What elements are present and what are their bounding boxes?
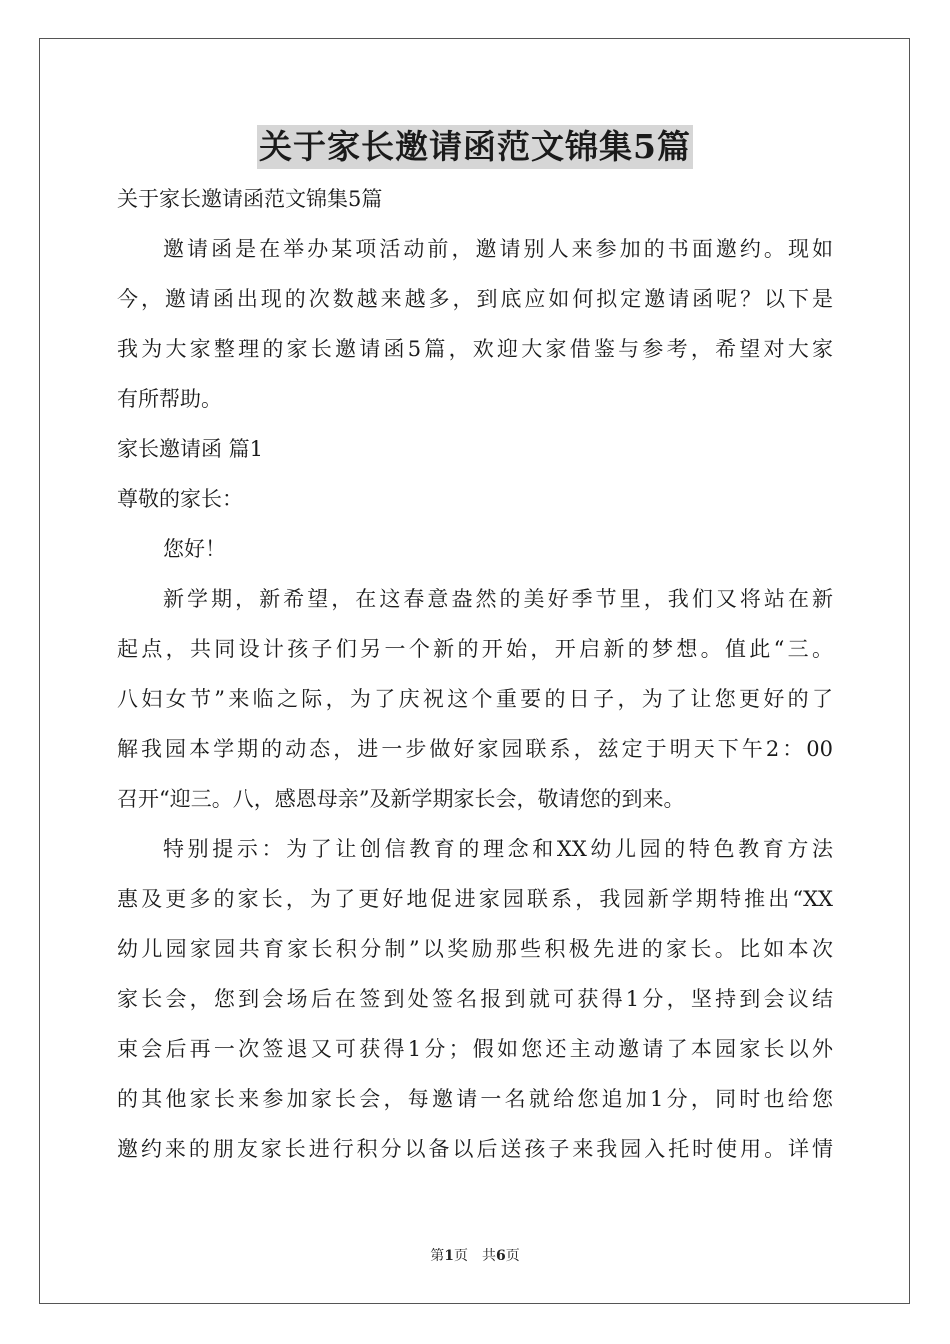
body-line: 邀约来的朋友家长进行积分以备以后送孩子来我园入托时使用。详情 xyxy=(117,1137,833,1161)
greeting: 您好！ xyxy=(163,537,226,561)
document-title: 关于家长邀请函范文锦集5篇 xyxy=(257,125,693,169)
footer-page-total: 6 xyxy=(496,1248,506,1264)
body-line: 新学期，新希望，在这春意盎然的美好季节里，我们又将站在新 xyxy=(163,587,833,611)
body-line: 惠及更多的家长，为了更好地促进家园联系，我园新学期特推出“XX xyxy=(117,887,833,911)
body-line: 幼儿园家园共育家长积分制”以奖励那些积极先进的家长。比如本次 xyxy=(117,937,833,961)
body-line: 我为大家整理的家长邀请函5篇，欢迎大家借鉴与参考，希望对大家 xyxy=(117,337,833,361)
body-line: 束会后再一次签退又可获得1分；假如您还主动邀请了本园家长以外 xyxy=(117,1037,833,1061)
footer-page-current: 1 xyxy=(444,1248,454,1264)
body-line: 的其他家长来参加家长会，每邀请一名就给您追加1分，同时也给您 xyxy=(117,1087,833,1111)
footer-prefix: 第 xyxy=(430,1248,445,1264)
footer-mid: 页 共 xyxy=(454,1248,496,1264)
section-heading: 家长邀请函 篇1 xyxy=(117,437,264,461)
title-wrap xyxy=(0,125,950,169)
body-line: 起点，共同设计孩子们另一个新的开始，开启新的梦想。值此“三。 xyxy=(117,637,833,661)
page-footer xyxy=(0,1245,950,1265)
body-line: 八妇女节”来临之际，为了庆祝这个重要的日子，为了让您更好的了 xyxy=(117,687,833,711)
body-line: 特别提示：为了让创信教育的理念和XX幼儿园的特色教育方法 xyxy=(163,837,833,861)
body-line: 关于家长邀请函范文锦集5篇 xyxy=(117,187,383,211)
body-line: 家长会，您到会场后在签到处签名报到就可获得1分，坚持到会议结 xyxy=(117,987,833,1011)
salutation: 尊敬的家长： xyxy=(117,487,243,511)
body-line: 有所帮助。 xyxy=(117,387,222,411)
footer-suffix: 页 xyxy=(505,1248,520,1264)
body-line: 召开“迎三。八，感恩母亲”及新学期家长会，敬请您的到来。 xyxy=(117,787,685,811)
document-body xyxy=(117,174,833,1174)
body-line: 邀请函是在举办某项活动前，邀请别人来参加的书面邀约。现如 xyxy=(163,237,833,261)
body-line: 今，邀请函出现的次数越来越多，到底应如何拟定邀请函呢？以下是 xyxy=(117,287,833,311)
body-line: 解我园本学期的动态，进一步做好家园联系，兹定于明天下午2：00 xyxy=(117,737,833,761)
